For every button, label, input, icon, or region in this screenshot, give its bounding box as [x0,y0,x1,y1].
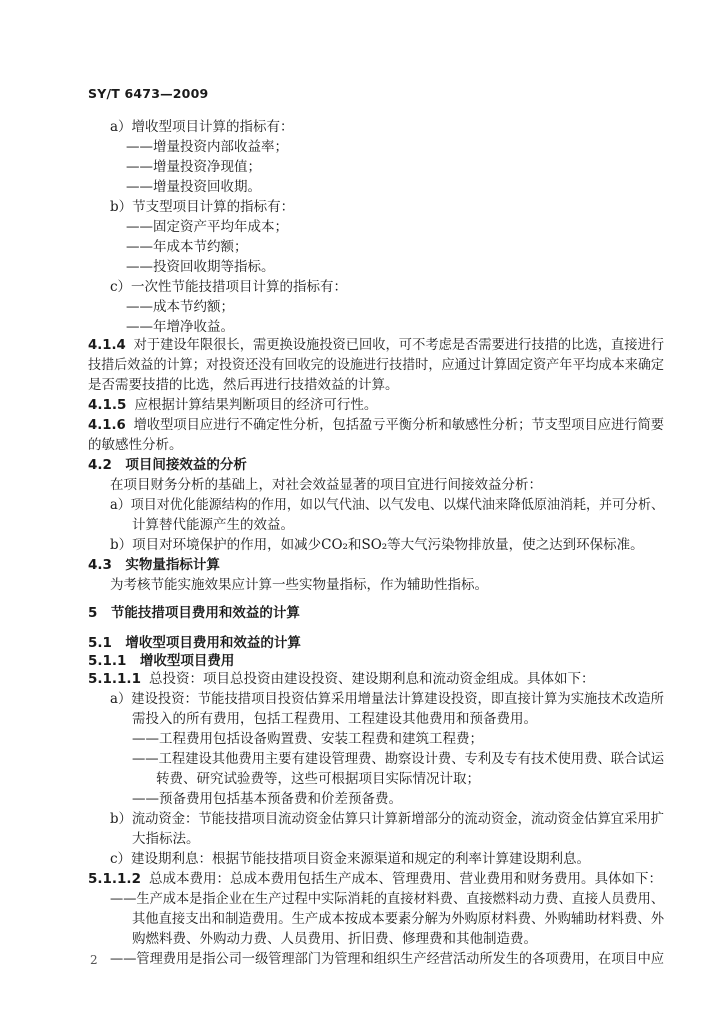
line-text: ——增量投资内部收益率； [126,139,288,155]
line-text: ——投资回收期等指标。 [126,259,275,275]
line-text: ——生产成本是指企业在生产过程中实际消耗的直接材料费、直接燃料动力费、直接人员费用、 [110,891,665,907]
line-text: 计算替代能源产生的效益。 [132,517,294,533]
line-text: 技措后效益的计算；对投资还没有回收完的设施进行技措时，应通过计算固定资产年平均成本来确定 [88,357,665,373]
clause-number: 4.1.5 [88,397,127,413]
text-line [132,710,537,728]
line-text: 其他直接支出和制造费用。生产成本按成本要素分解为外购原材料费、外购辅助材料费、外 [132,911,665,927]
line-text: 在项目财务分析的基础上，对社会效益显著的项目宜进行间接效益分析： [110,477,542,493]
text-line [110,850,590,868]
line-text: 转费、研究试验费等，这些可根据项目实际情况计取； [156,771,480,787]
line-text: b）节支型项目计算的指标有： [110,199,295,215]
line-text: ——固定资产平均年成本； [126,219,288,235]
clause-line [88,670,594,688]
text-line [88,356,664,374]
text-line [110,576,488,594]
text-line [132,790,402,808]
text-line [110,278,347,296]
line-text: ——增量投资回收期。 [126,179,261,195]
text-line [110,118,294,136]
text-line [110,950,664,968]
line-text: c）建设期利息：根据节能技措项目资金来源渠道和规定的利率计算建设期利息。 [110,851,591,867]
clause-line [88,416,664,434]
line-text: ——工程费用包括设备购置费、安装工程费和建筑工程费； [132,731,483,747]
clause-line [88,336,664,354]
text-line [132,730,483,748]
text-line [110,476,542,494]
section-heading [88,604,300,622]
text-line [110,496,664,514]
line-text: ——工程建设其他费用主要有建设管理费、勘察设计费、专利及专有技术使用费、联合试运 [132,751,665,767]
text-line [126,238,248,256]
text-line [126,138,288,156]
line-text: a）增收型项目计算的指标有： [110,119,294,135]
clause-line [88,870,662,888]
text-line [88,376,399,394]
section-heading [88,634,301,652]
text-line [126,178,261,196]
page-number: 2 [90,953,98,967]
text-line [156,770,480,788]
text-line [110,536,644,554]
text-line [132,910,664,928]
text-line [126,318,234,336]
text-line [132,750,664,768]
line-text: 的敏感性分析。 [88,437,183,453]
text-line [132,930,537,948]
line-text: c）一次性节能技措项目计算的指标有： [110,279,348,295]
text-line [110,810,664,828]
standard-number-header: SY/T 6473—2009 [88,86,209,101]
line-text: 4.2 项目间接效益的分析 [88,457,247,473]
line-text: 5.1 增收型项目费用和效益的计算 [88,635,301,651]
line-text: 对于建设年限很长，需更换设施投资已回收，可不考虑是否需要进行技措的比选，直接进行 [133,337,664,353]
text-line [88,436,183,454]
line-text: ——预备费用包括基本预备费和价差预备费。 [132,791,402,807]
text-line [110,198,294,216]
line-text: 4.3 实物量指标计算 [88,557,220,573]
text-line [126,298,234,316]
line-text: ——年成本节约额； [126,239,248,255]
clause-number: 5.1.1.2 [88,871,141,887]
line-text: ——年增净收益。 [126,319,234,335]
line-text: 是否需要技措的比选，然后再进行技措效益的计算。 [88,377,399,393]
text-line [126,258,275,276]
section-heading [88,652,234,670]
line-text: 应根据计算结果判断项目的经济可行性。 [134,397,378,413]
line-text: ——增量投资净现值； [126,159,261,175]
text-line [110,690,664,708]
section-heading [88,556,220,574]
line-text: 为考核节能实施效果应计算一些实物量指标，作为辅助性指标。 [110,577,488,593]
text-line [126,218,288,236]
line-text: 需投入的所有费用，包括工程费用、工程建设其他费用和预备费用。 [132,711,537,727]
line-text: 5 节能技措项目费用和效益的计算 [88,605,300,621]
clause-line [88,396,377,414]
text-line [132,516,294,534]
line-text: 总成本费用：总成本费用包括生产成本、管理费用、营业费用和财务费用。具体如下： [148,871,662,887]
section-heading [88,456,247,474]
line-text: 购燃料费、外购动力费、人员费用、折旧费、修理费和其他制造费。 [132,931,537,947]
clause-number: 4.1.6 [88,417,126,433]
line-text: ——管理费用是指公司一级管理部门为管理和组织生产经营活动所发生的各项费用，在项目中应 [110,951,665,967]
text-line [110,890,664,908]
text-line [132,830,200,848]
line-text: 5.1.1 增收型项目费用 [88,653,235,669]
clause-number: 4.1.4 [88,337,126,353]
line-text: ——成本节约额； [126,299,234,315]
line-text: b）流动资金：节能技措项目流动资金估算只计算新增部分的流动资金，流动资金估算宜采用扩 [110,811,664,827]
line-text: 总投资：项目总投资由建设投资、建设期利息和流动资金组成。具体如下： [148,671,595,687]
line-text: 大指标法。 [132,831,200,847]
line-text: 增收型项目应进行不确定性分析，包括盈亏平衡分析和敏感性分析；节支型项目应进行简要 [133,417,664,433]
line-text: a）建设投资：节能技措项目投资估算采用增量法计算建设投资，即直接计算为实施技术改造所 [110,691,664,707]
line-text: a）项目对优化能源结构的作用，如以气代油、以气发电、以煤代油来降低原油消耗，并可分析、 [110,497,665,513]
line-text: b）项目对环境保护的作用，如减少CO₂和SO₂等大气污染物排放量，使之达到环保标准。 [110,537,644,553]
text-line [126,158,261,176]
clause-number: 5.1.1.1 [88,671,141,687]
